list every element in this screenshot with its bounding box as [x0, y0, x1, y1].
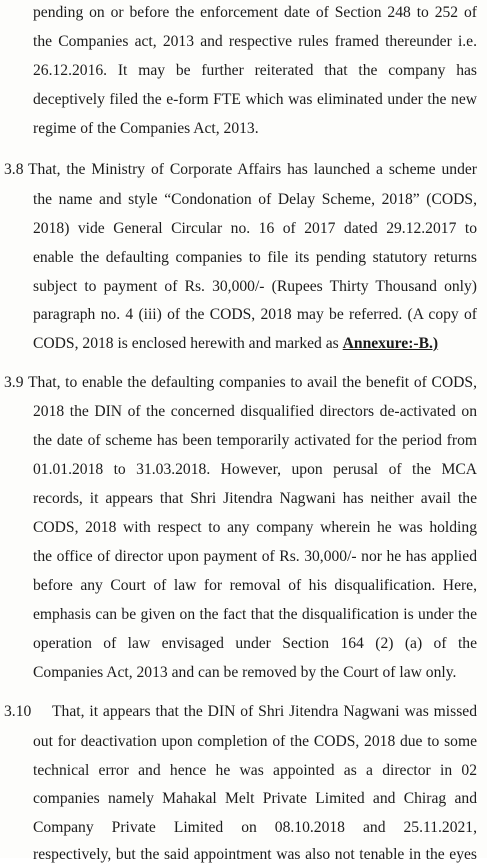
text-line: the name and style “Condonation of Delay Scheme, 2018” (CODS, — [33, 191, 477, 208]
text-line: the Companies act, 2013 and respective rules framed thereunder i.e. — [33, 33, 477, 50]
text-line: That, it appears that the DIN of Shri Jitendra Nagwani was missed — [52, 703, 477, 720]
paragraph-number: 3.8 — [4, 161, 24, 178]
text-line: deceptively filed the e-form FTE which was eliminated under the new — [33, 91, 477, 108]
text-line-with-annexure — [33, 334, 438, 354]
text-line: regime of the Companies Act, 2013. — [33, 120, 259, 137]
text-line: That, the Ministry of Corporate Affairs has launched a scheme under — [28, 161, 477, 178]
text-line: pending on or before the enforcement date of Section 248 to 252 of — [33, 4, 477, 21]
text-line: 2018) vide General Circular no. 16 of 2017 dated 29.12.2017 to — [33, 220, 477, 237]
text-line: operation of law envisaged under Section 164 (2) (a) of the — [33, 635, 477, 652]
paragraph-number: 3.9 — [4, 374, 24, 391]
text-line: 26.12.2016. It may be further reiterated that the company has — [33, 62, 477, 79]
text-line: Companies Act, 2013 and can be removed by the Court of law only. — [33, 664, 457, 681]
text-line: technical error and hence he was appointed as a director in 02 — [33, 762, 477, 779]
text-line: the date of scheme has been temporarily activated for the period from — [33, 432, 477, 449]
text-line: Company Private Limited on 08.10.2018 and 25.11.2021, — [33, 819, 477, 836]
text-line: enable the defaulting companies to file its pending statutory returns — [33, 249, 477, 266]
text-line: out for deactivation upon completion of the CODS, 2018 due to some — [33, 733, 477, 750]
text-line: emphasis can be given on the fact that the disqualification is under the — [33, 606, 477, 623]
annexure-reference: Annexure:-B.) — [342, 335, 439, 352]
text-line: paragraph no. 4 (iii) of the CODS, 2018 may be referred. (A copy of — [33, 306, 477, 323]
text-line: before any Court of law for removal of his disqualification. Here, — [33, 577, 477, 594]
text-line: 2018 the DIN of the concerned disqualified directors de-activated on — [33, 403, 477, 420]
text-line: the office of director upon payment of Rs. 30,000/- nor he has applied — [33, 548, 477, 565]
text-line: 01.01.2018 to 31.03.2018. However, upon perusal of the MCA — [33, 461, 477, 478]
paragraph-number: 3.10 — [4, 703, 32, 720]
text-line: companies namely Mahakal Melt Private Limited and Chirag and — [33, 790, 477, 807]
text-line: records, it appears that Shri Jitendra Nagwani has neither avail the — [33, 490, 477, 507]
text-span: CODS, 2018 is enclosed herewith and marked as — [33, 335, 343, 352]
text-line: subject to payment of Rs. 30,000/- (Rupees Thirty Thousand only) — [33, 278, 477, 295]
text-line: respectively, but the said appointment was also not tenable in the eyes — [33, 846, 477, 863]
text-line: That, to enable the defaulting companies to avail the benefit of CODS, — [28, 374, 477, 391]
text-line: CODS, 2018 with respect to any company wherein he was holding — [33, 519, 477, 536]
